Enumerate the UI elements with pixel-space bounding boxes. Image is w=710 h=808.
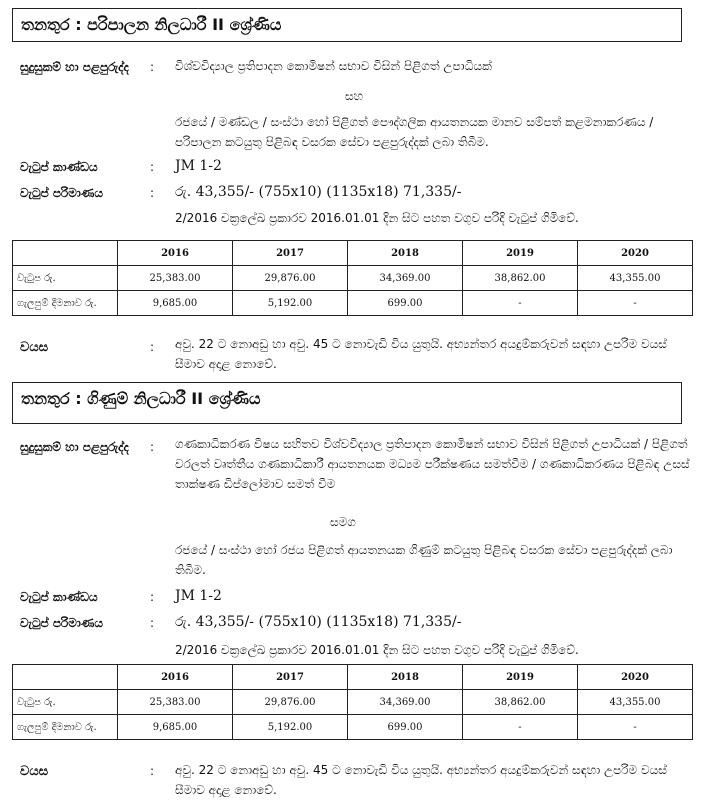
table-header-cell: 2019	[463, 665, 578, 690]
section2-scale-value: රු. 43,355/- (755x10) (1135x18) 71,335/-	[175, 614, 462, 630]
section1-scale-label: වැටුප් පරිමාණය	[20, 186, 103, 200]
section2-qual-para1: ගණකාධිකරණ විෂය සහිතව විශ්වවිද්‍යාල ප්‍රතිපාදන කොමිෂන් සභාව විසින් පිළිගත් උපාධියක් / පිළිගත් වරලත් වෘත්තීය ගණකාධිකාරී ආයතනයක මධ්‍යම පරීක්ෂණය සමත්වීම / ගණකාධිකරණය පිළිබඳ උසස් තාක්ෂණ ඩිප්ලෝමාව සමත් වීම	[175, 437, 690, 491]
section1-code-value: JM 1-2	[175, 158, 222, 174]
section2-code-colon: :	[150, 590, 155, 604]
section1-qual-label: සුදුසුකම් හා පළපුරුද්ද	[20, 60, 129, 74]
section1-and-word: සහ	[345, 89, 364, 103]
table-header-cell: 2017	[233, 241, 348, 266]
table-cell: 699.00	[348, 715, 463, 740]
table-row	[13, 266, 693, 291]
section2-title: තනතුර : ගිණුම් නිලධාරී II ශ්‍රේණිය	[21, 389, 261, 408]
section2-qual-label: සුදුසුකම් හා පළපුරුද්ද	[20, 440, 129, 454]
table-header-row	[13, 665, 693, 690]
table-header-cell	[13, 665, 118, 690]
table-header-cell: 2018	[348, 665, 463, 690]
table-cell: 38,862.00	[463, 690, 578, 715]
table-cell: 43,355.00	[578, 266, 693, 291]
table-cell: -	[463, 291, 578, 316]
table-cell: ගැලපුම් දීමනාව රු.	[13, 715, 118, 740]
table-cell: -	[578, 291, 693, 316]
section1-circular: 2/2016 චක්‍රලේඛ ප්‍රකාරව 2016.01.01 දින සිට පහත වගුව පරිදි වැටුප් ගිමිවේ.	[175, 211, 579, 225]
table-cell: 5,192.00	[233, 291, 348, 316]
section1-title-box	[12, 8, 682, 42]
table-cell: ගැලපුම් දීමනාව රු.	[13, 291, 118, 316]
table-cell: 25,383.00	[118, 266, 233, 291]
table-header-cell: 2019	[463, 241, 578, 266]
section2-code-label: වැටුප් කාණ්ඩය	[20, 590, 98, 604]
section1-age-label: වයස	[20, 340, 49, 355]
table-cell: 9,685.00	[118, 715, 233, 740]
section1-qual-line1: විශ්වවිද්‍යාල ප්‍රතිපාදන කොමිෂන් සභාව විසින් පිළිගත් උපාධියක්	[175, 59, 492, 73]
table-cell: 34,369.00	[348, 690, 463, 715]
section2-title-box	[12, 382, 682, 424]
table-cell: 43,355.00	[578, 690, 693, 715]
table-header-cell	[13, 241, 118, 266]
table-cell: 38,862.00	[463, 266, 578, 291]
table-header-row	[13, 241, 693, 266]
table-cell: 29,876.00	[233, 266, 348, 291]
section2-circular: 2/2016 චක්‍රලේඛ ප්‍රකාරව 2016.01.01 දින සිට පහත වගුව පරිදි වැටුප් ගිමිවේ.	[175, 643, 579, 657]
section1-scale-colon: :	[150, 186, 155, 200]
table-header-cell: 2016	[118, 241, 233, 266]
table-cell: 9,685.00	[118, 291, 233, 316]
section2-code-value: JM 1-2	[175, 588, 222, 604]
section2-scale-colon: :	[150, 616, 155, 630]
section2-qual-colon: :	[150, 440, 155, 454]
section1-qual-colon: :	[150, 60, 155, 74]
section1-age-colon: :	[150, 340, 155, 354]
table-cell: -	[463, 715, 578, 740]
table-row	[13, 291, 693, 316]
table-row	[13, 715, 693, 740]
table-cell: වැටුප රු.	[13, 266, 118, 291]
table-cell: වැටුප රු.	[13, 690, 118, 715]
table-header-cell: 2018	[348, 241, 463, 266]
table-cell: 34,369.00	[348, 266, 463, 291]
table-cell: 699.00	[348, 291, 463, 316]
section1-code-label: වැටුප් කාණ්ඩය	[20, 160, 98, 174]
table-row	[13, 690, 693, 715]
section1-salary-table	[12, 240, 693, 316]
section2-scale-label: වැටුප් පරිමාණය	[20, 616, 103, 630]
section1-title: තනතුර : පරිපාලන නිලධාරී II ශ්‍රේණිය	[21, 15, 282, 34]
section2-age-text: අවු. 22 ට නොඅඩු හා අවු. 45 ට නොවැඩි විය යුතුයි. අභ්‍යන්තර අයදුම්කරුවන් සඳහා උපරිම වයස් සීමාව අදාළ නොවේ.	[175, 763, 667, 797]
section1-scale-value: රු. 43,355/- (755x10) (1135x18) 71,335/-	[175, 184, 462, 200]
table-header-cell: 2016	[118, 665, 233, 690]
table-cell: 29,876.00	[233, 690, 348, 715]
table-header-cell: 2020	[578, 665, 693, 690]
table-header-cell: 2017	[233, 665, 348, 690]
section2-age-colon: :	[150, 764, 155, 778]
table-header-cell: 2020	[578, 241, 693, 266]
section1-code-colon: :	[150, 160, 155, 174]
section1-age-text: අවු. 22 ට නොඅඩු හා අවු. 45 ට නොවැඩි විය යුතුයි. අභ්‍යන්තර අයදුම්කරුවන් සඳහා උපරිම වයස් සීමාව අදාළ නොවේ.	[175, 337, 667, 371]
section2-salary-table	[12, 664, 693, 740]
table-cell: -	[578, 715, 693, 740]
section2-qual-para2: රජයේ / සංස්ථා හෝ රජය පිළිගත් ආයතනයක ගිණුම් කටයුතු පිළිබඳ වසරක සේවා පළපුරුද්දක් ලබා තිබීම.	[175, 543, 673, 577]
table-cell: 25,383.00	[118, 690, 233, 715]
section2-age-label: වයස	[20, 764, 49, 779]
table-cell: 5,192.00	[233, 715, 348, 740]
section2-and-word: සමග	[330, 515, 356, 529]
section1-qual-para: රජයේ / මණ්ඩල / සංස්ථා හෝ පිළිගත් පෞද්ගලික ආයතනයක මානව සම්පත් කළමනාකරණය / පරිපාලන කටයුතු පිළිබඳ වසරක සේවා පළපුරුද්දක් ලබා තිබීම.	[175, 115, 654, 149]
